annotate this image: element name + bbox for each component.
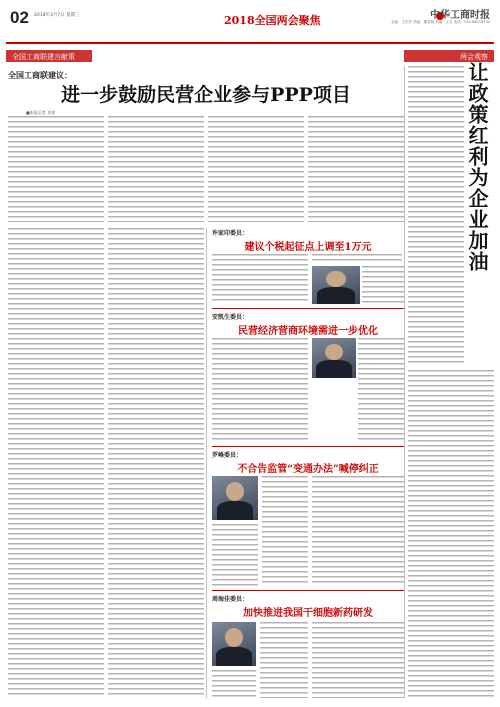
section-title: 2018全国两会聚焦 (224, 14, 321, 27)
story4-portrait-photo (212, 476, 258, 520)
newspaper-brand: 中华工商时报 (430, 10, 490, 21)
right-column-headline: 让政策红利为企业加油 (465, 62, 489, 272)
story5-text (260, 622, 308, 698)
right-column-head: 两会观察 (404, 50, 494, 62)
story4-headline: 不合告监管“变通办法”喊停纠正 (237, 464, 379, 475)
page-number: 02 (10, 8, 29, 27)
story2-portrait-photo (312, 266, 360, 304)
lead-intro-text (208, 116, 304, 222)
lead-intro-text (8, 116, 104, 222)
story2-section: 许家印委员： (212, 230, 249, 237)
story2-text (362, 266, 404, 304)
lead-intro-text (308, 116, 404, 222)
masthead (6, 4, 494, 42)
story3-text (212, 338, 308, 442)
story2-text (212, 254, 308, 302)
story3-text (358, 338, 404, 442)
lead-body-text (8, 228, 104, 698)
story5-headline: 加快推进我国干细胞新药研发 (243, 608, 373, 619)
story-divider (212, 590, 404, 591)
date-line: 2018年3月7日 星期三 (34, 13, 80, 18)
right-column-text (408, 66, 464, 366)
story5-text (312, 622, 404, 698)
lead-intro-text (108, 116, 204, 222)
story4-section: 罗峰委员： (212, 452, 243, 459)
contact-line: 主编：王庆祥 责编：董喜娟 美编：王宝 电话：010-68213333 (390, 20, 490, 24)
story3-portrait-photo (312, 338, 356, 378)
story4-text (312, 476, 404, 586)
right-column-text (408, 370, 494, 698)
masthead-rule (6, 42, 494, 44)
lead-byline: ■本报记者 刘康 (26, 110, 56, 115)
lead-body-text (108, 228, 204, 698)
lead-kicker: 全国工商联建议： (8, 70, 72, 80)
story5-section: 周海佳委员： (212, 596, 249, 603)
column-divider (206, 228, 207, 698)
story-divider (212, 308, 404, 309)
story3-headline: 民营经济营商环境需进一步优化 (238, 326, 378, 337)
lead-headline: 进一步鼓励民营企业参与PPP项目 (61, 84, 351, 106)
story-divider (212, 446, 404, 447)
story5-portrait-photo (212, 622, 256, 666)
story3-section: 安凯生委员： (212, 314, 249, 321)
right-column-divider (404, 66, 405, 698)
left-column-head: 全国工商联建言献策 (6, 50, 92, 62)
story5-text (212, 670, 256, 698)
story2-headline: 建议个税起征点上调至1万元 (244, 242, 372, 253)
story4-text (212, 524, 258, 586)
story4-text (262, 476, 308, 586)
story2-text (312, 254, 402, 264)
